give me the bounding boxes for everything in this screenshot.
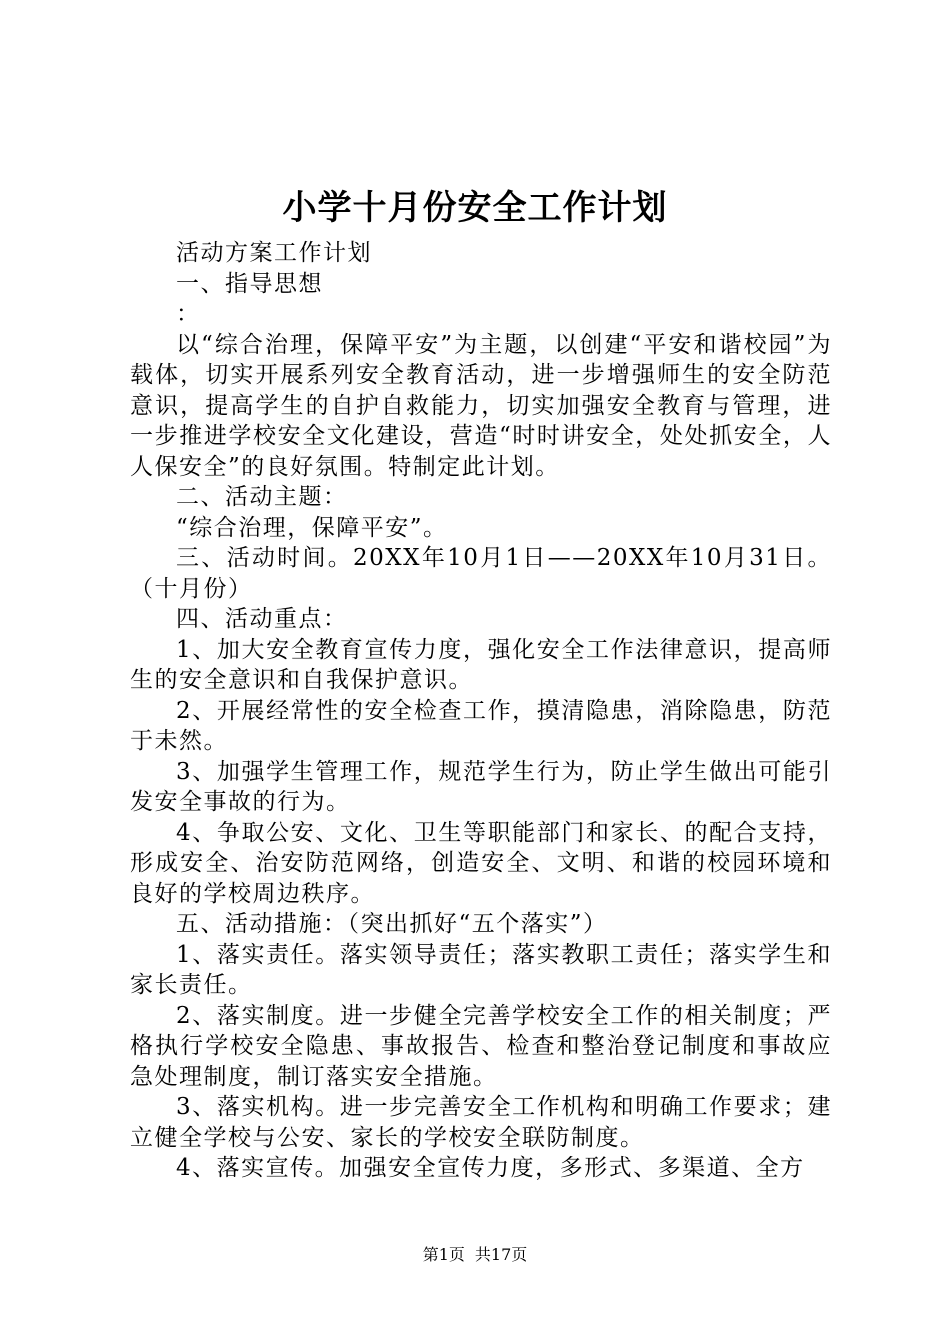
paragraph: 二、活动主题： bbox=[176, 484, 348, 510]
paragraph: 3、加强学生管理工作，规范学生行为，防止学生做出可能引发安全事故的行为。 bbox=[130, 758, 832, 815]
paragraph: 1、加大安全教育宣传力度，强化安全工作法律意识，提高师生的安全意识和自我保护意识。 bbox=[130, 636, 832, 693]
paragraph: 2、开展经常性的安全检查工作，摸清隐患，消除隐患，防范于未然。 bbox=[130, 697, 832, 754]
paragraph: 五、活动措施：（突出抓好“五个落实”） bbox=[176, 911, 608, 937]
page-number: 第1页 bbox=[422, 1245, 465, 1264]
page-footer bbox=[0, 1244, 950, 1266]
paragraph: 4、争取公安、文化、卫生等职能部门和家长、的配合支持，形成安全、治安防范网络，创造安全、文明、和谐的校园环境和良好的学校周边秩序。 bbox=[130, 819, 832, 907]
paragraph: 1、落实责任。落实领导责任；落实教职工责任；落实学生和家长责任。 bbox=[130, 941, 832, 998]
paragraph: 三、活动时间。20XX年10月1日——20XX年10月31日。（十月份） bbox=[130, 545, 832, 602]
paragraph: ： bbox=[176, 301, 201, 327]
paragraph: 以“综合治理，保障平安”为主题，以创建“平安和谐校园”为载体，切实开展系列安全教育活动，进一步增强师生的安全防范意识，提高学生的自护自救能力，切实加强安全教育与管理，进一步推进学校安全文化建设，营造“时时讲安全，处处抓安全，人人保安全”的良好氛围。特制定此计划。 bbox=[130, 331, 832, 480]
document-body bbox=[130, 238, 832, 1184]
paragraph: 4、落实宣传。加强安全宣传力度，多形式、多渠道、全方 bbox=[176, 1155, 805, 1181]
paragraph: 3、落实机构。进一步完善安全工作机构和明确工作要求；建立健全学校与公安、家长的学校安全联防制度。 bbox=[130, 1094, 832, 1151]
paragraph: 四、活动重点： bbox=[176, 606, 348, 632]
paragraph: “综合治理，保障平安”。 bbox=[176, 514, 448, 541]
document-title: 小学十月份安全工作计划 bbox=[282, 188, 668, 228]
paragraph: 活动方案工作计划 bbox=[176, 240, 372, 266]
paragraph: 一、指导思想 bbox=[176, 270, 323, 297]
paragraph: 2、落实制度。进一步健全完善学校安全工作的相关制度；严格执行学校安全隐患、事故报告、检查和整治登记制度和事故应急处理制度，制订落实安全措施。 bbox=[130, 1002, 832, 1090]
page-total: 共17页 bbox=[474, 1245, 528, 1264]
